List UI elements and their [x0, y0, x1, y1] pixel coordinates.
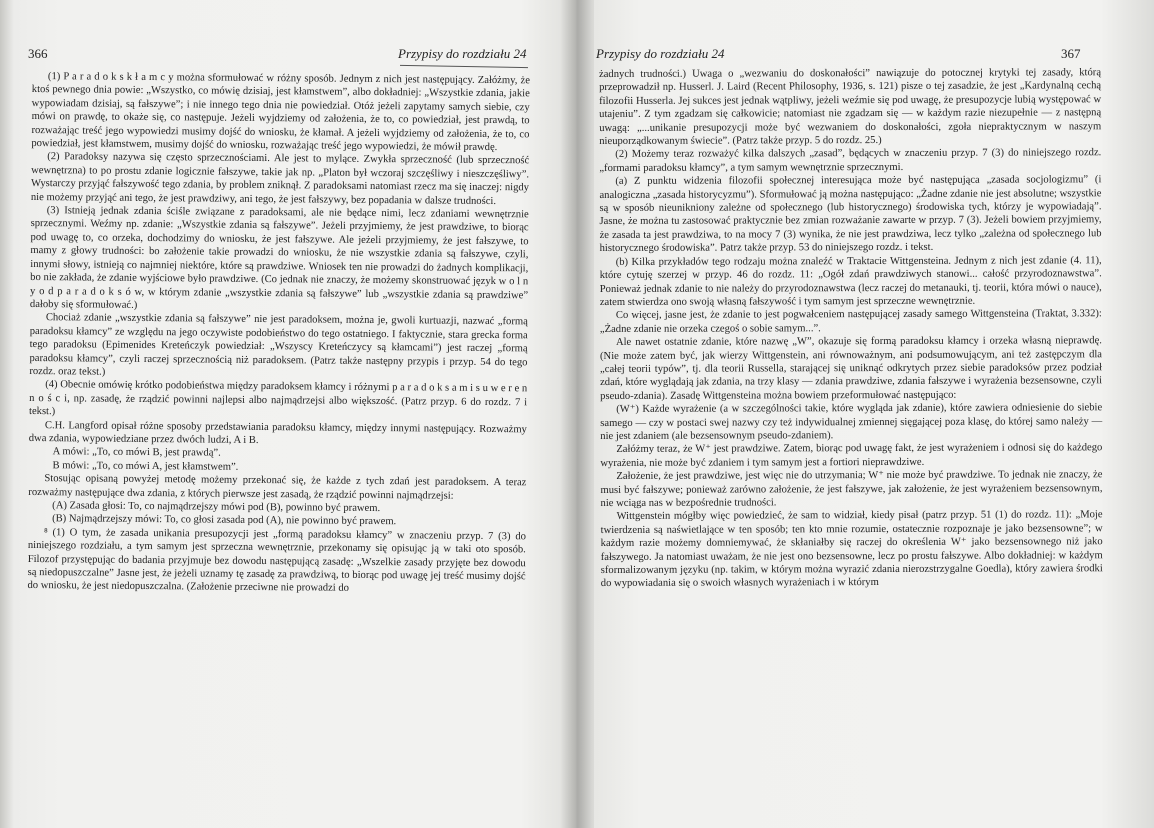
- paragraph: Co więcej, jasne jest, że zdanie to jest pogwałceniem następującej zasady samego Wittgensteina (Traktat, 3.332): „Żadne zdanie nie orzeka czegoś o sobie samym...”.: [599, 308, 1102, 335]
- paragraph: (2) Możemy teraz rozważyć kilka dalszych „zasad”, będących w znaczeniu przyp. 7 (3) do niniejszego rozdz. „formami paradoksu kłamcy”, a tym samym wewnętrznie sprzecznymi.: [599, 147, 1102, 174]
- paragraph: (2) Paradoksy nazywa się często sprzecznościami. Ale jest to mylące. Zwykła sprzeczność (lub sprzeczność wewnętrzna) to po prostu zdanie logicznie fałszywe, takie jak np. „Platon był wczoraj szczęśliwy i nieszczęśliwy”. Wystarczy przyjąć fałszywość tego zdania, by problem zniknął. Z paradoksami natomiast rzecz ma się inaczej: nigdy nie możemy przyjąć ani tego, że jest prawdziwy, ani tego, że jest fałszywy, bez popadania w dalsze trudności.: [30, 151, 530, 207]
- paragraph: (4) Obecnie omówię krótko podobieństwa między paradoksem kłamcy i różnymi p a r a d o k s a m i s u w e r e n n o ś c i, np. zasadę, że rządzić powinni najlepsi albo najmądrzejsi albo większość. (Patrz przyp. 6 do rozdz. 7 i tekst.): [28, 379, 528, 418]
- paragraph: (1) P a r a d o k s k ł a m c y można sformułować w różny sposób. Jednym z nich jest następujący. Załóżmy, że ktoś pewnego dnia powie: „Wszystko, co mówię dzisiaj, jest kłamstwem”, albo dokładniej: „Wszystkie zdania, jakie wypowiadam dzisiaj, są fałszywe”; i nie innego tego dnia nie powiedział. Otóż jeżeli zapytamy samych siebie, czy mówi on prawdę, to okaże się, co następuje. Jeżeli wyjdziemy od założenia, że to, co powiedział, jest prawdą, to rozważając treść jego wypowiedzi musimy dojść do wniosku, że kłamał. A jeżeli wyjdziemy od założenia, że to, co powiedział, jest kłamstwem, musimy dojść do wniosku, rozważając treść jego wypowiedzi, że mówił prawdę.: [31, 71, 530, 154]
- page-body: [599, 66, 1103, 591]
- principle-line: (B) Najmądrzejszy mówi: To, co głosi zasada pod (A), nie powinno być prawem.: [52, 513, 397, 528]
- paragraph: Stosując opisaną powyżej metodę możemy przekonać się, że każde z tych zdań jest paradoksem. A teraz rozważmy następujące dwa zdania, z których pierwsze jest zasadą, że rządzić powinni najmądrzejsi:: [28, 473, 527, 502]
- dialogue-line: A mówi: „To, co mówi B, jest prawdą”.: [52, 446, 221, 460]
- paragraph: Chociaż zdanie „wszystkie zdania są fałszywe” nie jest paradoksem, można je, gwoli kurtuazji, nazwać „formą paradoksu kłamcy” ze względu na jego oczywiste podobieństwo do tego ostatniego. I faktycznie, stara grecka forma tego paradoksu (Epimenides Kreteńczyk powiedział: „Wszyscy Kreteńczycy są kłamcami”) jest raczej „formą paradoksu kłamcy”, czyli raczej sprzecznością niż paradoksem. (Patrz także następny przypis i przyp. 54 do tego rozdz. oraz tekst.): [29, 312, 528, 378]
- running-title: Przypisy do rozdziału 24: [596, 46, 725, 61]
- paragraph: Wittgenstein mógłby więc powiedzieć, że sam to widział, kiedy pisał (patrz przyp. 51 (1) do rozdz. 11): „Moje twierdzenia są naświetlające w ten sposób; ten kto mnie rozumie, ostatecznie rozpoznaje je jako bezsensowne”; w każdym razie możemy domniemywać, że skłaniałby się raczej do określenia W⁺ jako bezsensownego niż jako fałszywego. Ja natomiast uważam, że nie jest ono bezsensowne, lecz po prostu fałszywe. Albo dokładniej: w każdym sformalizowanym języku (np. takim, w którym można wyrazić zdania nierozstrzygalne Goedla), który zawiera środki do wypowiadania się o swoich własnych wyrażeniach i w którym: [600, 509, 1103, 590]
- page-number: 366: [28, 46, 48, 61]
- paragraph: Założenie, że jest prawdziwe, jest więc nie do utrzymania; W⁺ nie może być prawdziwe. To jednak nie znaczy, że musi być fałszywe; ponieważ zarówno założenie, że jest fałszywe, jak założenie, że jest wyrażeniem bezsensownym, nie wciąga nas w bezpośrednie trudności.: [600, 469, 1103, 509]
- paragraph: (b) Kilka przykładów tego rodzaju można znaleźć w Traktacie Wittgensteina. Jednym z nich jest zdanie (4. 11), które cytuję szerzej w przyp. 46 do rozdz. 11: „Ogół zdań prawdziwych stanowi... całość przyrodoznawstwa”. Ponieważ jednak zdanie to nie należy do przyrodoznawstwa (lecz raczej do metanauki, tj. teorii, która mówi o nauce), zatem stwierdza ono swoją własną fałszywość i tym samym jest sprzeczne wewnętrznie.: [599, 254, 1102, 308]
- page-number: 367: [1061, 46, 1081, 61]
- paragraph: (3) Istnieją jednak zdania ściśle związane z paradoksami, ale nie będące nimi, lecz zdaniami wewnętrznie sprzecznymi. Weźmy np. zdanie: „Wszystkie zdania są fałszywe”. Jeżeli przyjmiemy, że jest prawdziwe, to biorąc pod uwagę to, co orzeka, dochodzimy do wniosku, że jest fałszywe. Ale jeżeli przyjmiemy, że jest fałszywe, to mamy z głowy trudności: bo założenie takie prowadzi do wniosku, że nie wszystkie zdania są fałszywe, czyli, innymi słowy, istnieją co najmniej niektóre, które są prawdziwe. Wniosek ten nie prowadzi do żadnych komplikacji, bo nie zakłada, że zdanie wyjściowe było prawdziwe. (Co jednak nie znaczy, że możemy skonstruować język w o l n y o d p a r a d o k s ó w, w którym zdanie „wszystkie zdania są fałszywe” lub „wszystkie zdania są prawdziwe” dałoby się sformułować.): [29, 205, 529, 311]
- paragraph: (W⁺) Każde wyrażenie (a w szczególności takie, które wygląda jak zdanie), które zawiera odniesienie do siebie samego — czy w postaci swej nazwy czy też indywidualnej zmiennej sięgającej poza klasę, do której samo należy — nie jest zdaniem (ale bezsensownym pseudo-zdaniem).: [600, 402, 1103, 442]
- paragraph: żadnych trudności.) Uwaga o „wezwaniu do doskonałości” nawiązuje do potocznej krytyki tej zasady, którą przeprowadził np. Husserl. J. Laird (Recent Philosophy, 1936, s. 121) pisze o tej zasadzie, że jest „Kardynalną cechą filozofii Husserla. Jej sukces jest jednak wątpliwy, jeżeli weźmie się pod uwagę, że presupozycje lubią występować w utajeniu”. Z tym zgadzam się całkowicie; natomiast nie zgadzam się — w każdym razie niezupełnie — z następną uwagą: „...unikanie presupozycji może być wezwaniem do doskonałości, zgoła niepraktycznym w naszym nieuporządkowanym świecie”. (Patrz także przyp. 5 do rozdz. 25.): [599, 67, 1102, 148]
- principle-line: (A) Zasada głosi: To, co najmądrzejszy mówi pod (B), powinno być prawem.: [52, 500, 381, 515]
- page-body: [27, 70, 530, 597]
- footnote-paragraph: ⁸ (1) O tym, że zasada unikania presupozycji jest „formą paradoksu kłamcy” w znaczeniu przyp. 7 (3) do niniejszego rozdziału, a tym samym jest sprzeczna wewnętrznie, przekonamy się opisując ją w taki oto sposób. Filozof przystępując do badania przyjmuje bez dowodu następującą zasadę: „Wszelkie zasady przyjęte bez dowodu są niedopuszczalne” Jasne jest, że jeżeli uznamy tę zasadę za prawdziwą, to biorąc pod uwagę jej treść musimy dojść do wniosku, że jest niedopuszczalna. (Założenie przeciwne nie prowadzi do: [27, 526, 526, 595]
- paragraph: (a) Z punktu widzenia filozofii społecznej interesująca może być następująca „zasada socjologizmu” (i analogiczna „zasada historycyzmu”). Sformułować ją można następująco: „Żadne zdanie nie jest absolutne; wszystkie są w sposób nieunikniony zależne od społecznego (lub historycznego) środowiska tych, którzy je wypowiadają”. Jasne, że można tu zastosować praktycznie bez zmian rozważanie zawarte w przyp. 7 (3). Jeżeli bowiem przyjmiemy, że zasada ta jest prawdziwa, to na mocy 7 (3) wynika, że nie jest prawdziwa, lecz tylko „zależna od społecznego lub historycznego środowiska”. Patrz także przyp. 53 do niniejszego rozdz. i tekst.: [599, 174, 1102, 255]
- running-title: Przypisy do rozdziału 24: [398, 46, 527, 61]
- paragraph: C.H. Langford opisał różne sposoby przedstawiania paradoksu kłamcy, między innymi następujący. Rozważmy dwa zdania, wypowiedziane przez dwóch ludzi, A i B.: [28, 419, 527, 446]
- dialogue-line: B mówi: „To, co mówi A, jest kłamstwem”.: [52, 459, 239, 473]
- right-page: [577, 0, 1154, 828]
- paragraph: Załóżmy teraz, że W⁺ jest prawdziwe. Zatem, biorąc pod uwagę fakt, że jest wyrażeniem i odnosi się do każdego wyrażenia, nie może być zdaniem i tym samym jest a fortiori nieprawdziwe.: [600, 442, 1103, 469]
- paragraph: Ale nawet ostatnie zdanie, które nazwę „W”, okazuje się formą paradoksu kłamcy i orzeka własną nieprawdę. (Nie może zatem być, jak wierzy Wittgenstein, ani równoważnym, ani podsumowującym, ani też zastępczym dla „całej teorii typów”, tj. dla teorii Russella, starającej się uniknąć odkrytych przez siebie paradoksów przez podział zdań, które wyglądają jak zdania, na trzy klasy — zdania prawdziwe, zdania fałszywe i wyrażenia bezsensowne, czyli pseudo-zdania). Zasadę Wittgensteina można bowiem przeformułować następująco:: [599, 335, 1103, 402]
- header-rule: [400, 65, 528, 68]
